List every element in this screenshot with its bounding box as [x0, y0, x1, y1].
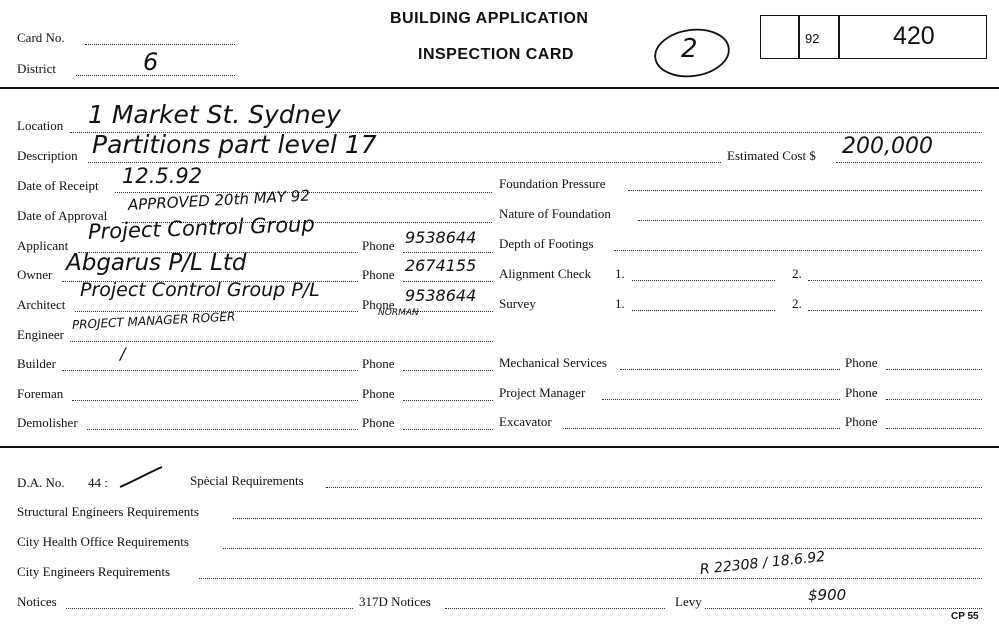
survey-num2: 2.	[792, 296, 802, 311]
date-of-receipt-label: Date of Receipt	[17, 178, 99, 193]
engineer-note: NORMAN	[378, 308, 419, 318]
demolisher-phone-line	[403, 429, 493, 430]
estimated-cost-label: Estimated Cost $	[727, 148, 816, 163]
mechanical-services-phone-line	[886, 369, 982, 370]
owner-phone-value: 2674155	[405, 256, 477, 275]
project-manager-phone-line	[886, 399, 982, 400]
builder-phone-label: Phone	[362, 356, 395, 371]
district-value: 6	[143, 48, 159, 76]
builder-line	[62, 370, 358, 371]
mechanical-services-label: Mechanical Services	[499, 355, 607, 370]
foundation-pressure-label: Foundation Pressure	[499, 176, 606, 191]
date-of-approval-label: Date of Approval	[17, 208, 108, 223]
circled-number: 2	[681, 34, 698, 64]
owner-value: Abgarus P/L Ltd	[66, 250, 247, 276]
header-rule	[0, 87, 999, 89]
section-rule	[0, 446, 999, 448]
alignment-check-num2: 2.	[792, 266, 802, 281]
year-box: 92	[805, 31, 820, 46]
foreman-phone-line	[403, 400, 493, 401]
levy-label: Levy	[675, 594, 702, 609]
levy-amount: $900	[808, 586, 847, 604]
form-code: CP 55	[951, 611, 979, 622]
owner-label: Owner	[17, 267, 53, 282]
project-manager-line	[602, 399, 840, 400]
builder-label: Builder	[17, 356, 56, 371]
mechanical-services-line	[620, 369, 840, 370]
form-title-line1: BUILDING APPLICATION	[390, 10, 589, 27]
city-engineers-line	[199, 578, 982, 579]
project-manager-phone-label: Phone	[845, 385, 878, 400]
levy-line	[705, 608, 982, 609]
da-tick-mark	[116, 463, 166, 491]
survey-num1: 1.	[615, 296, 625, 311]
mechanical-services-phone-label: Phone	[845, 355, 878, 370]
demolisher-label: Demolisher	[17, 415, 78, 430]
district-label: District	[17, 61, 56, 76]
owner-phone-line	[403, 281, 493, 282]
location-label: Location	[17, 118, 64, 133]
form-title-line2: INSPECTION CARD	[418, 46, 574, 63]
city-health-line	[223, 548, 982, 549]
structural-engineers-line	[233, 518, 982, 519]
engineer-label: Engineer	[17, 327, 64, 342]
foreman-phone-label: Phone	[362, 386, 395, 401]
nature-of-foundation-label: Nature of Foundation	[499, 206, 611, 221]
date-of-approval-value: APPROVED 20th MAY 92	[127, 186, 311, 214]
description-label: Description	[17, 148, 78, 163]
city-engineers-label: City Engineers Requirements	[17, 564, 171, 579]
notices-label: Notices	[17, 594, 57, 609]
survey-line1	[632, 310, 775, 311]
excavator-line	[563, 428, 840, 429]
nature-of-foundation-line	[638, 220, 982, 221]
city-health-label: City Health Office Requirements	[17, 534, 189, 549]
alignment-check-line1	[632, 280, 775, 281]
owner-phone-label: Phone	[362, 267, 395, 282]
builder-value: /	[120, 344, 126, 363]
excavator-phone-line	[886, 428, 982, 429]
structural-engineers-label: Structural Engineers Requirements	[17, 504, 199, 519]
da-no-value: 44 :	[88, 475, 108, 490]
alignment-check-line2	[808, 280, 982, 281]
date-of-receipt-value: 12.5.92	[122, 164, 203, 188]
engineer-value: PROJECT MANAGER ROGER	[71, 309, 236, 332]
application-number-box	[760, 15, 987, 59]
applicant-phone-label: Phone	[362, 238, 395, 253]
survey-label: Survey	[499, 296, 536, 311]
engineer-line	[70, 341, 493, 342]
architect-label: Architect	[17, 297, 66, 312]
alignment-check-num1: 1.	[615, 266, 625, 281]
notices-317d-line	[445, 608, 665, 609]
estimated-cost-line	[836, 162, 982, 163]
applicant-phone-line	[403, 252, 493, 253]
demolisher-line	[87, 429, 358, 430]
notices-317d-label: 317D Notices	[359, 594, 431, 609]
special-requirements-label: Spėcial Requirements	[190, 473, 304, 488]
number-box: 420	[893, 22, 935, 50]
alignment-check-label: Alignment Check	[499, 266, 592, 281]
depth-of-footings-label: Depth of Footings	[499, 236, 594, 251]
card-no-label: Card No.	[17, 30, 65, 45]
description-value: Partitions part level 17	[92, 130, 377, 159]
special-requirements-line	[326, 487, 982, 488]
foundation-pressure-line	[628, 190, 982, 191]
depth-of-footings-line	[614, 250, 982, 251]
estimated-cost-value: 200,000	[842, 134, 933, 159]
levy-note: R 22308 / 18.6.92	[699, 548, 826, 578]
architect-value: Project Control Group P/L	[80, 279, 320, 301]
card-no-line	[85, 44, 235, 45]
architect-phone-label: Phone	[362, 297, 395, 312]
applicant-phone-value: 9538644	[405, 228, 477, 247]
architect-phone-value: 9538644	[405, 286, 477, 305]
description-line	[88, 162, 721, 163]
demolisher-phone-label: Phone	[362, 415, 395, 430]
notices-line	[66, 608, 353, 609]
excavator-label: Excavator	[499, 414, 552, 429]
box-divider	[838, 15, 840, 59]
foreman-line	[72, 400, 358, 401]
survey-line2	[808, 310, 982, 311]
project-manager-label: Project Manager	[499, 385, 586, 400]
box-divider	[798, 15, 800, 59]
foreman-label: Foreman	[17, 386, 64, 401]
applicant-label: Applicant	[17, 238, 69, 253]
builder-phone-line	[403, 370, 493, 371]
applicant-value: Project Control Group	[87, 212, 316, 244]
excavator-phone-label: Phone	[845, 414, 878, 429]
da-no-label: D.A. No.	[17, 475, 65, 490]
location-value: 1 Market St. Sydney	[88, 100, 341, 129]
